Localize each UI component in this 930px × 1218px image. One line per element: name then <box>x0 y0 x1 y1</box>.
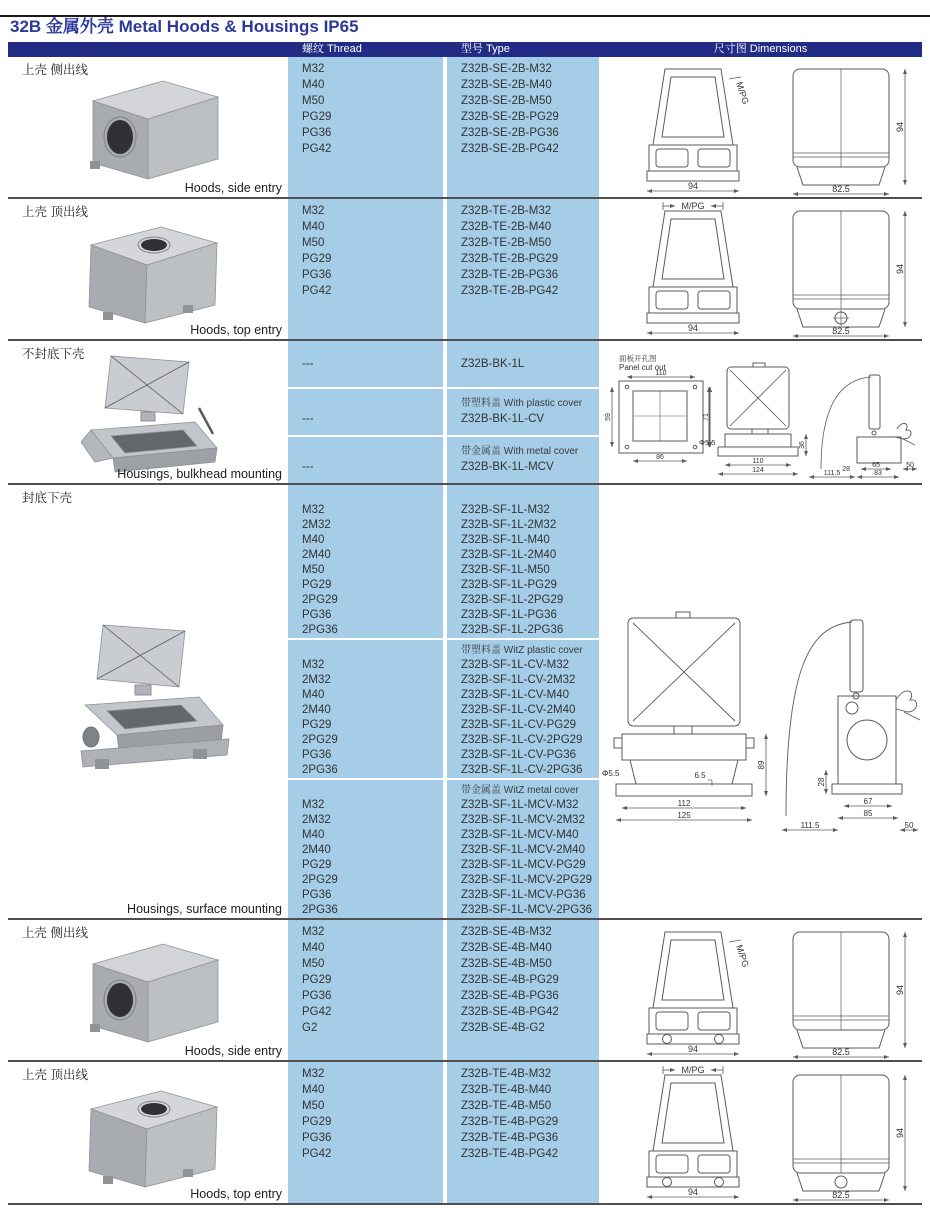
thread-column <box>288 57 443 197</box>
type-value: Z32B-SF-1L-MCV-2PG29 <box>461 874 593 886</box>
hood-dimension-drawing <box>603 920 919 1060</box>
type-value: Z32B-SF-1L-CV-M32 <box>461 659 570 671</box>
cover-variant-label: 带金属盖 With metal cover <box>461 446 579 457</box>
thread-value: M40 <box>302 221 325 233</box>
thread-value: G2 <box>302 1022 318 1034</box>
catalog-table <box>8 42 922 1205</box>
header-thread: 螺纹 Thread <box>302 43 362 55</box>
type-value: Z32B-SF-1L-2M40 <box>461 549 557 561</box>
type-value: Z32B-SF-1L-2PG29 <box>461 594 564 606</box>
dimensions-cell <box>599 199 922 339</box>
thread-value: M32 <box>302 659 325 671</box>
thread-value: M40 <box>302 942 325 954</box>
type-value: Z32B-SE-2B-PG42 <box>461 143 559 155</box>
type-column <box>447 199 599 339</box>
thread-value: 2PG29 <box>302 874 338 886</box>
hood-dimension-drawing <box>603 57 919 197</box>
type-value: Z32B-SE-2B-M32 <box>461 63 552 75</box>
page-top-rule <box>0 15 930 17</box>
type-column <box>447 389 599 435</box>
product-label-cn: 封底下壳 <box>22 491 73 505</box>
dim-label: 82.5 <box>831 1047 850 1057</box>
thread-value: 2PG36 <box>302 624 338 636</box>
variant-group <box>288 780 599 918</box>
type-value: Z32B-BK-1L-MCV <box>461 461 554 473</box>
thread-value: PG29 <box>302 719 332 731</box>
thread-value: PG36 <box>302 990 332 1002</box>
dim-label: 50 <box>904 821 913 830</box>
product-label-cn: 不封底下壳 <box>22 347 85 361</box>
product-cell <box>8 485 288 918</box>
type-value: Z32B-SF-1L-MCV-2M40 <box>461 844 585 856</box>
dim-label: M/PG <box>680 201 705 211</box>
thread-value: PG29 <box>302 974 332 986</box>
product-label-en: Hoods, side entry <box>184 1044 282 1058</box>
table-row <box>8 1062 922 1205</box>
cover-variant-label: 带塑料盖 With plastic cover <box>461 398 583 409</box>
variant-group <box>288 437 599 483</box>
surface-housing-photo <box>33 617 263 787</box>
hood-top-entry-photo <box>33 1077 263 1189</box>
dimensions-cell <box>599 341 922 483</box>
type-value: Z32B-SF-1L-PG36 <box>461 609 557 621</box>
thread-value: PG36 <box>302 269 332 281</box>
dimensions-cell <box>599 1062 922 1203</box>
dim-label: 125 <box>676 811 691 820</box>
thread-value: --- <box>302 358 314 370</box>
dim-label: Φ5.5 <box>698 438 715 447</box>
type-value: Z32B-SE-4B-PG42 <box>461 1006 559 1018</box>
type-column <box>447 57 599 197</box>
type-value: Z32B-SF-1L-MCV-2M32 <box>461 814 585 826</box>
dim-label: 83 <box>873 470 882 477</box>
dim-label: 86 <box>655 454 664 461</box>
thread-type-cell <box>288 341 599 483</box>
dim-label: 94 <box>687 1044 698 1054</box>
type-value: Z32B-TE-2B-PG29 <box>461 253 559 265</box>
dim-label: 85 <box>863 809 872 818</box>
thread-value: PG36 <box>302 889 332 901</box>
type-value: Z32B-SE-2B-PG29 <box>461 111 559 123</box>
product-label-cn: 上壳 侧出线 <box>22 63 88 77</box>
type-column <box>447 780 599 918</box>
thread-column <box>288 640 443 778</box>
dim-label: 94 <box>894 1127 905 1138</box>
dimensions-cell <box>599 485 922 918</box>
header-type: 型号 Type <box>461 43 510 55</box>
table-row <box>8 920 922 1062</box>
type-value: Z32B-TE-4B-PG42 <box>461 1148 559 1160</box>
type-column <box>447 341 599 387</box>
dim-label: 111.5 <box>823 470 840 477</box>
thread-type-cell <box>288 57 599 197</box>
type-value: Z32B-SF-1L-CV-2PG29 <box>461 734 583 746</box>
type-column <box>447 1062 599 1203</box>
thread-value: M50 <box>302 1100 325 1112</box>
dim-label: 94 <box>894 121 905 133</box>
type-value: Z32B-SE-2B-M40 <box>461 79 552 91</box>
hood-side-entry-photo <box>33 934 263 1046</box>
type-value: Z32B-TE-4B-M32 <box>461 1068 552 1080</box>
type-value: Z32B-SF-1L-CV-PG29 <box>461 719 577 731</box>
dim-label: 82.5 <box>831 326 850 336</box>
type-column <box>447 920 599 1060</box>
type-value: Z32B-SE-4B-M40 <box>461 942 552 954</box>
dim-label: 111.5 <box>800 821 819 830</box>
hood-top-entry-photo <box>33 213 263 325</box>
dim-label: 28 <box>841 466 850 473</box>
thread-value: M40 <box>302 829 325 841</box>
thread-value: M32 <box>302 504 325 516</box>
thread-value: M32 <box>302 205 325 217</box>
product-cell <box>8 1062 288 1203</box>
thread-value: 2PG29 <box>302 594 338 606</box>
product-label-en: Hoods, side entry <box>184 181 282 195</box>
product-cell <box>8 341 288 483</box>
bulkhead-housing-photo <box>33 350 263 475</box>
dim-label: M/PG <box>680 1064 705 1075</box>
product-label-en: Hoods, top entry <box>190 323 282 337</box>
dim-label: 71 <box>702 413 710 421</box>
thread-column <box>288 341 443 387</box>
type-value: Z32B-SF-1L-2PG36 <box>461 624 564 636</box>
type-column <box>447 485 599 638</box>
header-dimensions: 尺寸图 Dimensions <box>713 43 808 55</box>
dim-label: 82.5 <box>831 1189 850 1200</box>
thread-value: M40 <box>302 689 325 701</box>
type-value: Z32B-SE-4B-G2 <box>461 1022 545 1034</box>
thread-value: 2M32 <box>302 519 331 531</box>
thread-type-cell <box>288 1062 599 1203</box>
dim-label: 94 <box>894 984 905 996</box>
surface-dimension-drawing <box>600 486 922 917</box>
type-value: Z32B-SE-4B-M50 <box>461 958 552 970</box>
dim-label: 94 <box>687 181 698 191</box>
dim-label: 65 <box>871 462 880 469</box>
type-value: Z32B-SF-1L-MCV-M40 <box>461 829 579 841</box>
dim-label: 36 <box>798 441 806 449</box>
dim-label: 82.5 <box>831 184 850 194</box>
hood-dimension-drawing <box>603 199 919 339</box>
type-column <box>447 640 599 778</box>
thread-type-cell <box>288 485 599 918</box>
thread-column <box>288 920 443 1060</box>
thread-column <box>288 1062 443 1203</box>
thread-value: PG36 <box>302 1132 332 1144</box>
type-value: Z32B-SE-4B-PG29 <box>461 974 559 986</box>
type-value: Z32B-SF-1L-M40 <box>461 534 550 546</box>
type-value: Z32B-SF-1L-MCV-M32 <box>461 799 579 811</box>
dim-label: 94 <box>687 323 698 333</box>
variant-group <box>288 389 599 435</box>
type-value: Z32B-TE-2B-M32 <box>461 205 552 217</box>
variant-group <box>288 57 599 197</box>
type-value: Z32B-SE-4B-M32 <box>461 926 552 938</box>
dimensions-cell <box>599 57 922 197</box>
type-value: Z32B-SF-1L-PG29 <box>461 579 557 591</box>
thread-value: M50 <box>302 958 325 970</box>
type-value: Z32B-SF-1L-MCV-PG36 <box>461 889 586 901</box>
thread-value: M40 <box>302 534 325 546</box>
thread-value: M50 <box>302 564 325 576</box>
thread-value: 2PG36 <box>302 904 338 916</box>
thread-value: PG29 <box>302 579 332 591</box>
thread-column <box>288 199 443 339</box>
dim-label: 59 <box>604 413 612 421</box>
dim-label: 89 <box>756 760 766 770</box>
thread-value: PG42 <box>302 285 332 297</box>
thread-value: M40 <box>302 79 325 91</box>
thread-value: PG29 <box>302 1116 332 1128</box>
table-body <box>8 57 922 1205</box>
page-title: 32B 金属外壳 Metal Hoods & Housings IP65 <box>10 17 359 36</box>
product-cell <box>8 920 288 1060</box>
type-value: Z32B-SF-1L-M32 <box>461 504 550 516</box>
thread-value: 2M40 <box>302 549 331 561</box>
product-label-cn: 上壳 顶出线 <box>22 205 88 219</box>
product-cell <box>8 199 288 339</box>
thread-value: 2M32 <box>302 674 331 686</box>
thread-value: PG36 <box>302 127 332 139</box>
table-row <box>8 199 922 341</box>
type-value: Z32B-SF-1L-CV-PG36 <box>461 749 577 761</box>
type-value: Z32B-SF-1L-2M32 <box>461 519 557 531</box>
thread-value: M32 <box>302 799 325 811</box>
hood-dimension-drawing <box>603 1063 919 1203</box>
thread-value: 2M32 <box>302 814 331 826</box>
variant-group <box>288 920 599 1060</box>
dim-label: 67 <box>863 797 872 806</box>
type-value: Z32B-SF-1L-M50 <box>461 564 550 576</box>
thread-value: 2PG29 <box>302 734 338 746</box>
dim-label: 94 <box>687 1186 698 1197</box>
type-value: Z32B-TE-4B-M50 <box>461 1100 552 1112</box>
thread-value: PG29 <box>302 111 332 123</box>
dim-label: Φ5.5 <box>601 769 620 778</box>
thread-value: M32 <box>302 63 325 75</box>
thread-value: PG42 <box>302 1006 332 1018</box>
cover-variant-label: 带塑料盖 WitZ plastic cover <box>461 645 583 656</box>
thread-type-cell <box>288 920 599 1060</box>
type-value: Z32B-TE-2B-M50 <box>461 237 552 249</box>
thread-value: M32 <box>302 926 325 938</box>
dimensions-cell <box>599 920 922 1060</box>
dim-label: 6.5 <box>693 771 706 780</box>
thread-value: M32 <box>302 1068 325 1080</box>
type-value: Z32B-SF-1L-MCV-PG29 <box>461 859 586 871</box>
variant-group <box>288 485 599 638</box>
thread-value: PG29 <box>302 253 332 265</box>
dim-label: M/PG <box>733 943 751 969</box>
dim-label: 94 <box>894 263 905 275</box>
type-value: Z32B-TE-2B-PG42 <box>461 285 559 297</box>
thread-value: PG36 <box>302 749 332 761</box>
type-value: Z32B-TE-4B-PG36 <box>461 1132 559 1144</box>
type-value: Z32B-SF-1L-CV-M40 <box>461 689 570 701</box>
table-row <box>8 485 922 920</box>
thread-value: PG42 <box>302 143 332 155</box>
dim-label: 124 <box>751 467 764 474</box>
thread-value: 2M40 <box>302 704 331 716</box>
product-label-en: Housings, surface mounting <box>127 902 282 916</box>
type-value: Z32B-TE-2B-M40 <box>461 221 552 233</box>
type-value: Z32B-BK-1L <box>461 358 525 370</box>
thread-value: --- <box>302 413 314 425</box>
type-value: Z32B-TE-4B-PG29 <box>461 1116 559 1128</box>
thread-value: M50 <box>302 95 325 107</box>
type-value: Z32B-SE-2B-PG36 <box>461 127 559 139</box>
type-value: Z32B-SF-1L-MCV-2PG36 <box>461 904 593 916</box>
dim-label: 110 <box>654 370 667 377</box>
type-value: Z32B-SF-1L-CV-2M32 <box>461 674 576 686</box>
thread-column <box>288 437 443 483</box>
dim-label: 面板开孔图 <box>618 354 656 363</box>
variant-group <box>288 640 599 778</box>
type-value: Z32B-SF-1L-CV-2PG36 <box>461 764 583 776</box>
product-cell <box>8 57 288 197</box>
thread-column <box>288 485 443 638</box>
cover-variant-label: 带金属盖 WitZ metal cover <box>461 785 579 796</box>
product-label-cn: 上壳 侧出线 <box>22 926 88 940</box>
type-column <box>447 437 599 483</box>
product-label-cn: 上壳 顶出线 <box>22 1068 88 1082</box>
dim-label: 50 <box>905 462 914 469</box>
thread-value: PG36 <box>302 609 332 621</box>
type-value: Z32B-SF-1L-CV-2M40 <box>461 704 576 716</box>
product-label-en: Hoods, top entry <box>190 1187 282 1201</box>
table-row <box>8 57 922 199</box>
table-header <box>8 42 922 57</box>
dim-label: Panel cut out <box>618 363 666 372</box>
table-row <box>8 341 922 485</box>
type-value: Z32B-TE-4B-M40 <box>461 1084 552 1096</box>
type-value: Z32B-SE-2B-M50 <box>461 95 552 107</box>
type-value: Z32B-TE-2B-PG36 <box>461 269 559 281</box>
type-value: Z32B-BK-1L-CV <box>461 413 545 425</box>
thread-value: PG29 <box>302 859 332 871</box>
thread-value: 2PG36 <box>302 764 338 776</box>
thread-column <box>288 389 443 435</box>
dim-label: M/PG <box>733 80 751 106</box>
variant-group <box>288 341 599 387</box>
hood-side-entry-photo <box>33 71 263 183</box>
thread-value: 2M40 <box>302 844 331 856</box>
thread-type-cell <box>288 199 599 339</box>
thread-value: PG42 <box>302 1148 332 1160</box>
dim-label: 28 <box>816 777 826 787</box>
dim-label: 110 <box>751 458 764 465</box>
bulkhead-dimension-drawing <box>603 341 919 483</box>
thread-column <box>288 780 443 918</box>
type-value: Z32B-SE-4B-PG36 <box>461 990 559 1002</box>
thread-value: M40 <box>302 1084 325 1096</box>
variant-group <box>288 199 599 339</box>
thread-value: M50 <box>302 237 325 249</box>
thread-value: --- <box>302 461 314 473</box>
dim-label: 112 <box>677 799 690 808</box>
header-spacer <box>8 42 288 57</box>
variant-group <box>288 1062 599 1203</box>
product-label-en: Housings, bulkhead mounting <box>117 467 282 481</box>
